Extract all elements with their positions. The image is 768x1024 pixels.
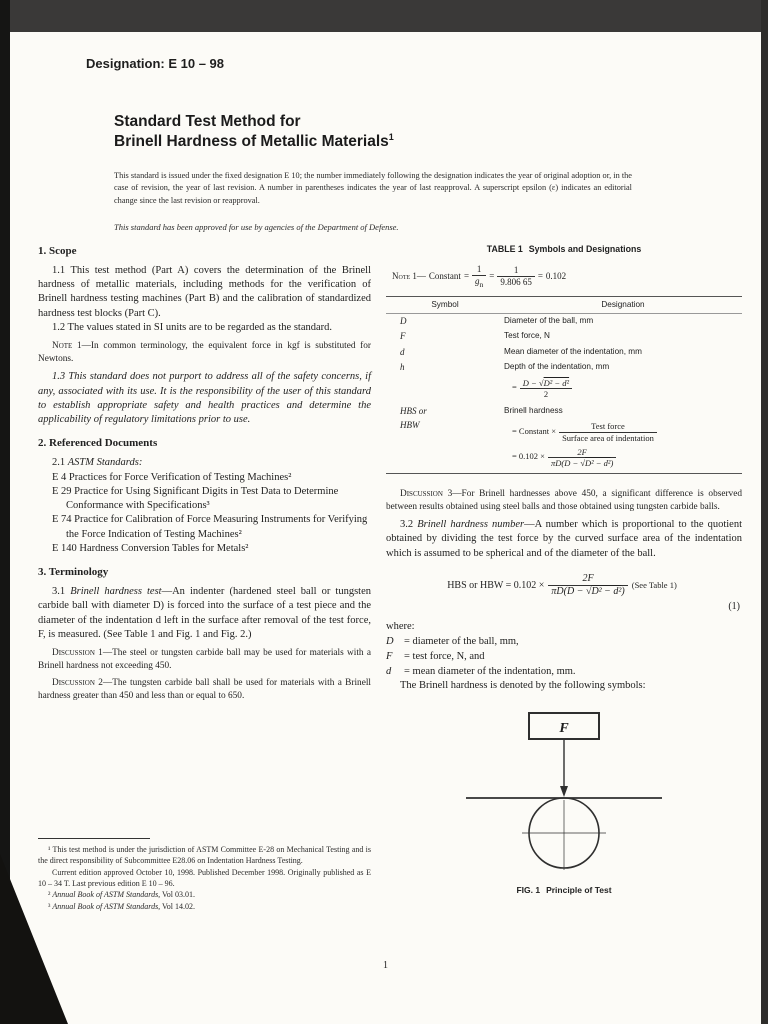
note-1 [38, 340, 371, 365]
column-header-symbol: Symbol [431, 299, 459, 309]
note-1-label: Note 1— [52, 341, 91, 352]
title-footnote-marker: 1 [388, 132, 394, 143]
reference-e140: E 140 Hardness Conversion Tables for Metals² [52, 542, 249, 554]
column-header-designation: Designation [601, 299, 645, 309]
right-column [386, 244, 742, 897]
page-number: 1 [383, 960, 388, 971]
term-brinell-hardness-number: Brinell hardness number [417, 519, 525, 531]
left-column [38, 244, 371, 707]
title-line-2: Brinell Hardness of Metallic Materials$^1$ [114, 132, 394, 151]
where-row-D: D = diameter of the ball, mm, [386, 635, 519, 647]
note-1-text: In common terminology, the equivalent force in kgf is substituted for Newtons. [38, 341, 371, 364]
discussion-2: Discussion 2—The tungsten carbide ball shall be used for materials with a Brinell hardness greater than 450 and less than or equal to 650. [38, 678, 371, 701]
reference-e29: E 29 Practice for Using Significant Digits in Test Data to Determine Conformance with Specifications³ [52, 485, 339, 512]
paragraph-3-1: 3.1 Brinell hardness test—An indenter (hardened steel ball or tungsten carbide ball with diameter D) is forced into the surface of a test piece and the diameter of the indentation d left in the surface after removal of the test force, F, is measured. (See Table 1 and Fig. 1 and Fig. 2.) [38, 586, 371, 640]
where-row-F: F = test force, N, and [386, 651, 485, 663]
reference-e4: E 4 Practices for Force Verification of Testing Machines² [52, 471, 292, 483]
scan-right-strip [761, 0, 768, 1024]
term-brinell-hardness-test: Brinell hardness test [70, 586, 162, 598]
scan-corner-artifact [0, 854, 68, 1024]
paragraph-1-2: 1.2 The values stated in SI units are to be regarded as the standard. [52, 322, 333, 334]
figure-1-caption: FIG. 1 Principle of Test [516, 885, 612, 895]
see-table-reference: (See Table 1) [631, 579, 677, 590]
document-page [10, 32, 761, 1024]
paragraph-1-3: 1.3 This standard does not purport to address all of the safety concerns, if any, associated with its use. It is the responsibility of the user of this standard to establish appropriate safety and health practices and determine the applicability of regulatory limitations prior to use. [38, 371, 371, 426]
paragraph-3-2: 3.2 Brinell hardness number—A number which is proportional to the quotient obtained by dividing the test force by the curved surface area of the indentation which is assumed to be spherical and of the diameter of the ball. [386, 519, 743, 559]
where-row-d: d = mean diameter of the indentation, mm. [386, 666, 576, 678]
footnote-2: ² Annual Book of ASTM Standards, Vol 03.01. [48, 890, 196, 900]
table-row: h Depth of the indentation, mm = $\frac{\text{D − √D² − d²}}{2}$ [386, 360, 742, 404]
paragraph-2-1: 2.1 ASTM Standards: [52, 457, 143, 469]
symbols-table-header [386, 297, 742, 314]
table-1-caption: TABLE 1 Symbols and Designations [486, 244, 642, 254]
scan-top-band [0, 0, 768, 32]
force-arrow-head [560, 786, 568, 797]
principle-of-test-diagram [454, 710, 674, 872]
table-row: d Mean diameter of the indentation, mm [400, 346, 642, 357]
footnote-1: ¹ This test method is under the jurisdiction of ASTM Committee E-28 on Mechanical Testing and is the direct responsibility of Subcommittee E28.06 on Indentation Hardness Testing. [38, 845, 371, 866]
footnote-rule [38, 838, 150, 839]
force-label: F [559, 720, 569, 736]
figure-1 [386, 710, 742, 897]
where-label: where: [386, 620, 415, 632]
discussion-3: Discussion 3—For Brinell hardnesses above 450, a significant difference is observed between results obtained using steel balls and those obtained using tungsten carbide balls. [386, 489, 742, 512]
denoted-sentence: The Brinell hardness is denoted by the following symbols: [400, 680, 646, 692]
designation-header: Designation: E 10 – 98 [86, 56, 224, 71]
symbols-table [386, 296, 742, 475]
where-definitions [386, 620, 742, 680]
fraction-1-over-980665: $\frac{1}{9.806 65}$ [497, 265, 535, 288]
issuance-note: This standard is issued under the fixed designation E 10; the number immediately following the designation indicates the year of original adoption or, in the case of revision, the year of last revision. A number in parentheses indicates the year of last reapproval. A superscript epsilon (ε) indicates an editorial change since the last revision or reapproval. [114, 171, 632, 205]
reference-e74: E 74 Practice for Calibration of Force Measuring Instruments for Verifying the Force Indication of Testing Machines² [52, 514, 368, 540]
paragraph-1-1: 1.1 This test method (Part A) covers the determination of the Brinell hardness of metallic materials, including methods for the verification of Brinell hardness testing machines (Part B) and the calibration of standardized hardness test blocks (Part C). [38, 264, 371, 319]
hardness-constant-formula: = Constant × $\frac{\text{Test force}}{\text{Surface area of indentation}}$ [512, 421, 736, 442]
depth-formula: = $\frac{\text{D − √D² − d²}}{2}$ [512, 378, 736, 399]
astm-standards-label: ASTM Standards: [67, 457, 143, 469]
discussion-1: Discussion 1—The steel or tungsten carbide ball may be used for materials with a Brinell hardness not exceeding 450. [38, 648, 371, 671]
title-line-1: Standard Test Method for [114, 113, 301, 130]
document-title [114, 112, 394, 152]
footnote-1b: Current edition approved October 10, 1998. Published December 1998. Originally published as E 10 – 34 T. Last previous edition E 10 – 96. [38, 867, 371, 889]
table-row: HBS or HBW Brinell hardness = Constant × $\frac{\text{Test force}}{\text{Surface area of indentation}}$ = 0.102 × $\frac{2F}{\text{πD(D − √D² − d²)}}$ [386, 404, 742, 473]
footnote-3: ³ Annual Book of ASTM Standards, Vol 14.02. [48, 901, 196, 911]
section-2-heading: 2. Referenced Documents [38, 437, 158, 450]
equation-1: HBS or HBW = 0.102 × $\frac{2F}{\text{πD(D − √D² − d²)}}$ (See Table 1) [447, 572, 677, 597]
equation-1-number: (1) [728, 600, 740, 612]
table-row: D Diameter of the ball, mm [400, 315, 594, 326]
section-1-heading: 1. Scope [38, 245, 77, 257]
hardness-0102-formula: = 0.102 × $\frac{2F}{\text{πD(D − √D² − d²)}}$ [512, 447, 736, 468]
section-3-heading: 3. Terminology [38, 566, 109, 579]
dod-approval-note: This standard has been approved for use by agencies of the Department of Defense. [114, 222, 399, 232]
fraction-1-over-gn: $\frac{1}{g_n}$ [472, 264, 486, 289]
footnote-block [38, 838, 371, 912]
table-row: F Test force, N [400, 331, 550, 342]
table-1-note: Note 1— Constant = $\frac{1}{g_n}$ = $\frac{1}{9.806 65}$ = 0.102 [392, 263, 567, 289]
